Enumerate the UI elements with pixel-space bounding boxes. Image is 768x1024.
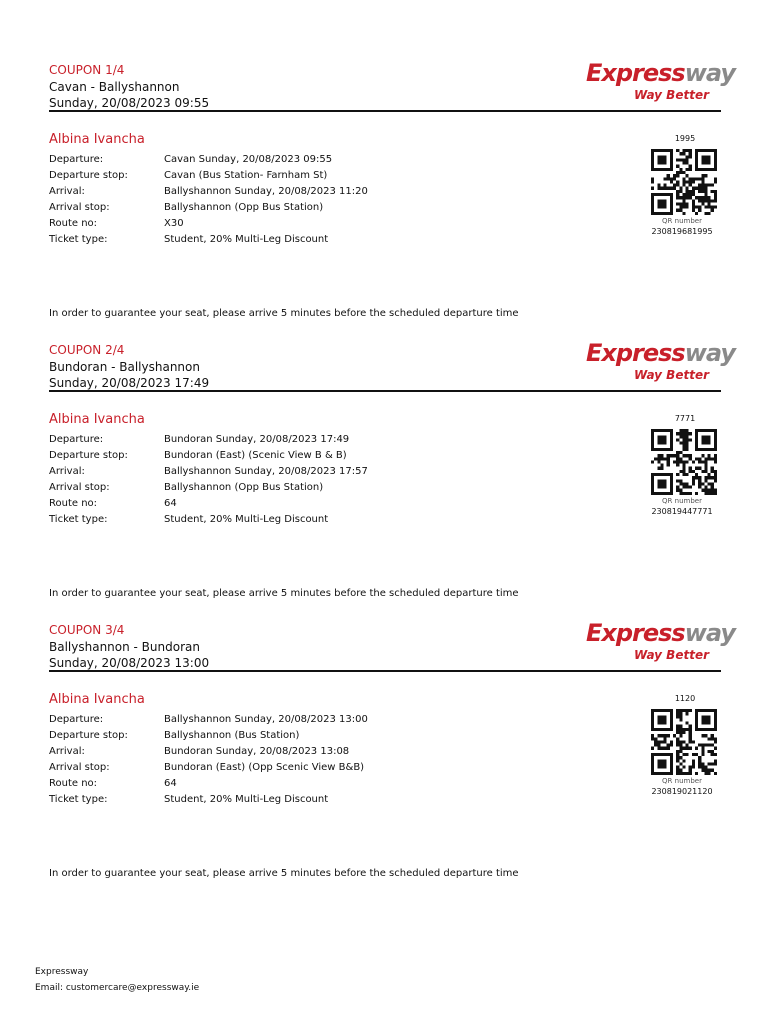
- seat-notice: In order to guarantee your seat, please arrive 5 minutes before the scheduled departure time: [49, 868, 519, 879]
- coupon-1: COUPON 1/4 Cavan - Ballyshannon Sunday, 20/08/2023 09:55 Expressway Way Better Albina Ivancha Departure: Cavan Sunday, 20/08/2023 09:55 Departure stop: Cavan (Bus Station- Farnham St) Arrival: Ballyshannon Sunday, 20/08/2023 11:20 Arrival stop: Ballyshannon (Opp Bus Station) Route no: X30 Ticket type: Student, 20% Multi-Leg Discount 1995 QR number 230819681995 In order to guarantee your seat, please arrive 5 minutes before the scheduled departure time: [0, 0, 768, 280]
- logo-wordmark: Expressway: [585, 59, 735, 87]
- passenger-name: Albina Ivancha: [49, 692, 145, 707]
- coupon-date: Sunday, 20/08/2023 13:00: [49, 656, 210, 670]
- qr-short-code: 1120: [674, 694, 696, 703]
- expressway-logo: [545, 58, 735, 106]
- coupon-label: COUPON 1/4: [49, 63, 125, 77]
- logo-tagline: Way Better: [634, 648, 709, 662]
- footer: [35, 964, 199, 996]
- coupon-route: Bundoran - Ballyshannon: [49, 360, 200, 374]
- coupon-date: Sunday, 20/08/2023 09:55: [49, 96, 210, 110]
- qr-code-icon: [651, 149, 717, 215]
- coupon-date: Sunday, 20/08/2023 17:49: [49, 376, 210, 390]
- qr-code-icon: [651, 709, 717, 775]
- footer-email[interactable]: Email: customercare@expressway.ie: [35, 983, 200, 993]
- qr-number-label: QR number: [662, 777, 702, 785]
- qr-short-code: 7771: [674, 414, 696, 423]
- header-divider: [49, 390, 721, 392]
- expressway-logo: [545, 618, 735, 666]
- logo-wordmark: Expressway: [585, 339, 735, 367]
- logo-tagline: Way Better: [634, 368, 709, 382]
- seat-notice: In order to guarantee your seat, please arrive 5 minutes before the scheduled departure time: [49, 588, 519, 599]
- qr-number: 230819021120: [651, 787, 713, 796]
- passenger-name: Albina Ivancha: [49, 132, 145, 147]
- footer-company: Expressway: [35, 967, 89, 977]
- qr-number-label: QR number: [662, 217, 702, 225]
- qr-number: 230819681995: [651, 227, 713, 236]
- qr-number-label: QR number: [662, 497, 702, 505]
- coupon-label: COUPON 2/4: [49, 343, 125, 357]
- qr-number: 230819447771: [651, 507, 713, 516]
- coupon-route: Cavan - Ballyshannon: [49, 80, 180, 94]
- seat-notice: In order to guarantee your seat, please arrive 5 minutes before the scheduled departure time: [49, 308, 519, 319]
- passenger-name: Albina Ivancha: [49, 412, 145, 427]
- logo-tagline: Way Better: [634, 88, 709, 102]
- expressway-logo: [545, 338, 735, 386]
- coupon-2: COUPON 2/4 Bundoran - Ballyshannon Sunday, 20/08/2023 17:49 Expressway Way Better Albina Ivancha Departure: Bundoran Sunday, 20/08/2023 17:49 Departure stop: Bundoran (East) (Scenic View B & B) Arrival: Ballyshannon Sunday, 20/08/2023 17:57 Arrival stop: Ballyshannon (Opp Bus Station) Route no: 64 Ticket type: Student, 20% Multi-Leg Discount 7771 QR number 230819447771 In order to guarantee your seat, please arrive 5 minutes before the scheduled departure time: [0, 280, 768, 560]
- coupon-route: Ballyshannon - Bundoran: [49, 640, 200, 654]
- coupon-label: COUPON 3/4: [49, 623, 125, 637]
- logo-wordmark: Expressway: [585, 619, 735, 647]
- header-divider: [49, 110, 721, 112]
- header-divider: [49, 670, 721, 672]
- qr-code-icon: [651, 429, 717, 495]
- coupon-3: COUPON 3/4 Ballyshannon - Bundoran Sunday, 20/08/2023 13:00 Expressway Way Better Albina Ivancha Departure: Ballyshannon Sunday, 20/08/2023 13:00 Departure stop: Ballyshannon (Bus Station) Arrival: Bundoran Sunday, 20/08/2023 13:08 Arrival stop: Bundoran (East) (Opp Scenic View B&B) Route no: 64 Ticket type: Student, 20% Multi-Leg Discount 1120 QR number 230819021120 In order to guarantee your seat, please arrive 5 minutes before the scheduled departure time: [0, 560, 768, 840]
- qr-short-code: 1995: [674, 134, 696, 143]
